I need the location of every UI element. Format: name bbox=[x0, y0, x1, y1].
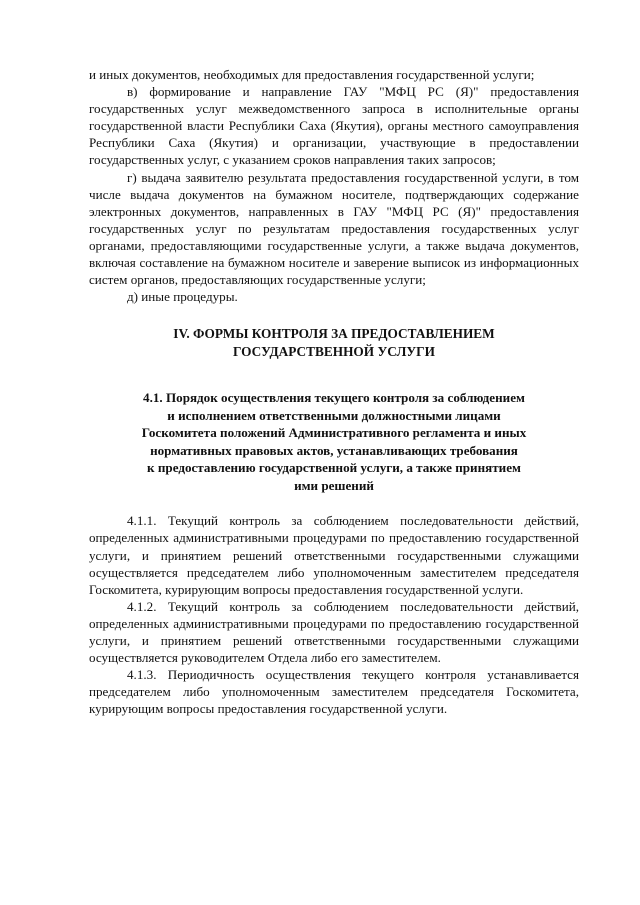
paragraph-4-1-1: 4.1.1. Текущий контроль за соблюдением последовательности действий, определенных административными процедурами по предоставлению государственной услуги, и принятием решений ответственными государственными служащими осуществляется председателем либо уполномоченным заместителем председателя Госкомитета, курирующим вопросы предоставления государственной услуги. bbox=[89, 513, 579, 597]
subsection-heading-line: к предоставлению государственной услуги, а также принятием bbox=[147, 460, 521, 476]
subsection-heading-line: 4.1. Порядок осуществления текущего контроля за соблюдением bbox=[143, 390, 525, 406]
paragraph-item-d: д) иные процедуры. bbox=[127, 289, 238, 305]
paragraph-item-v: в) формирование и направление ГАУ "МФЦ РС (Я)" предоставления государственных услуг межведомственного запроса в исполнительные органы государственной власти Республики Саха (Якутия), органы местного самоуправления Республики Саха (Якутия) и организации, участвующие в предоставлении государственных услуг, с указанием сроков направления таких запросов; bbox=[89, 84, 579, 168]
paragraph-4-1-2: 4.1.2. Текущий контроль за соблюдением последовательности действий, определенных административными процедурами по предоставлению государственной услуги, и принятием решений ответственными государственными служащими осуществляется руководителем Отдела либо его заместителем. bbox=[89, 598, 579, 666]
paragraph-continuation: и иных документов, необходимых для предоставления государственной услуги; bbox=[89, 67, 535, 82]
section-heading-line: ГОСУДАРСТВЕННОЙ УСЛУГИ bbox=[233, 343, 435, 359]
paragraph-item-g: г) выдача заявителю результата предоставления государственной услуги, в том числе выдача документов на бумажном носителе, подтверждающих содержание электронных документов, направленных в ГАУ "МФЦ РС (Я)" предоставления государственных услуг по результатам предоставления государственных услуг органами, предоставляющими государственные услуги, а также выдача документов, включая составление на бумажном носителе и заверение выписок из информационных систем органов, предоставляющих государственные услуги; bbox=[89, 169, 579, 288]
subsection-heading-line: нормативных правовых актов, устанавливающих требования bbox=[150, 442, 518, 458]
section-heading-line: IV. ФОРМЫ КОНТРОЛЯ ЗА ПРЕДОСТАВЛЕНИЕМ bbox=[173, 326, 495, 342]
section-heading bbox=[89, 325, 579, 360]
document-page bbox=[89, 66, 579, 717]
spacer bbox=[89, 494, 579, 512]
subsection-heading-line: ими решений bbox=[294, 477, 374, 493]
paragraph-4-1-3: 4.1.3. Периодичность осуществления текущего контроля устанавливается председателем либо уполномоченным заместителем председателя Госкомитета, курирующим вопросы предоставления государственной услуги. bbox=[89, 667, 579, 717]
subsection-heading-line: и исполнением ответственными должностными лицами bbox=[167, 407, 501, 423]
subsection-heading bbox=[89, 389, 579, 494]
subsection-heading-line: Госкомитета положений Административного регламента и иных bbox=[141, 425, 527, 441]
